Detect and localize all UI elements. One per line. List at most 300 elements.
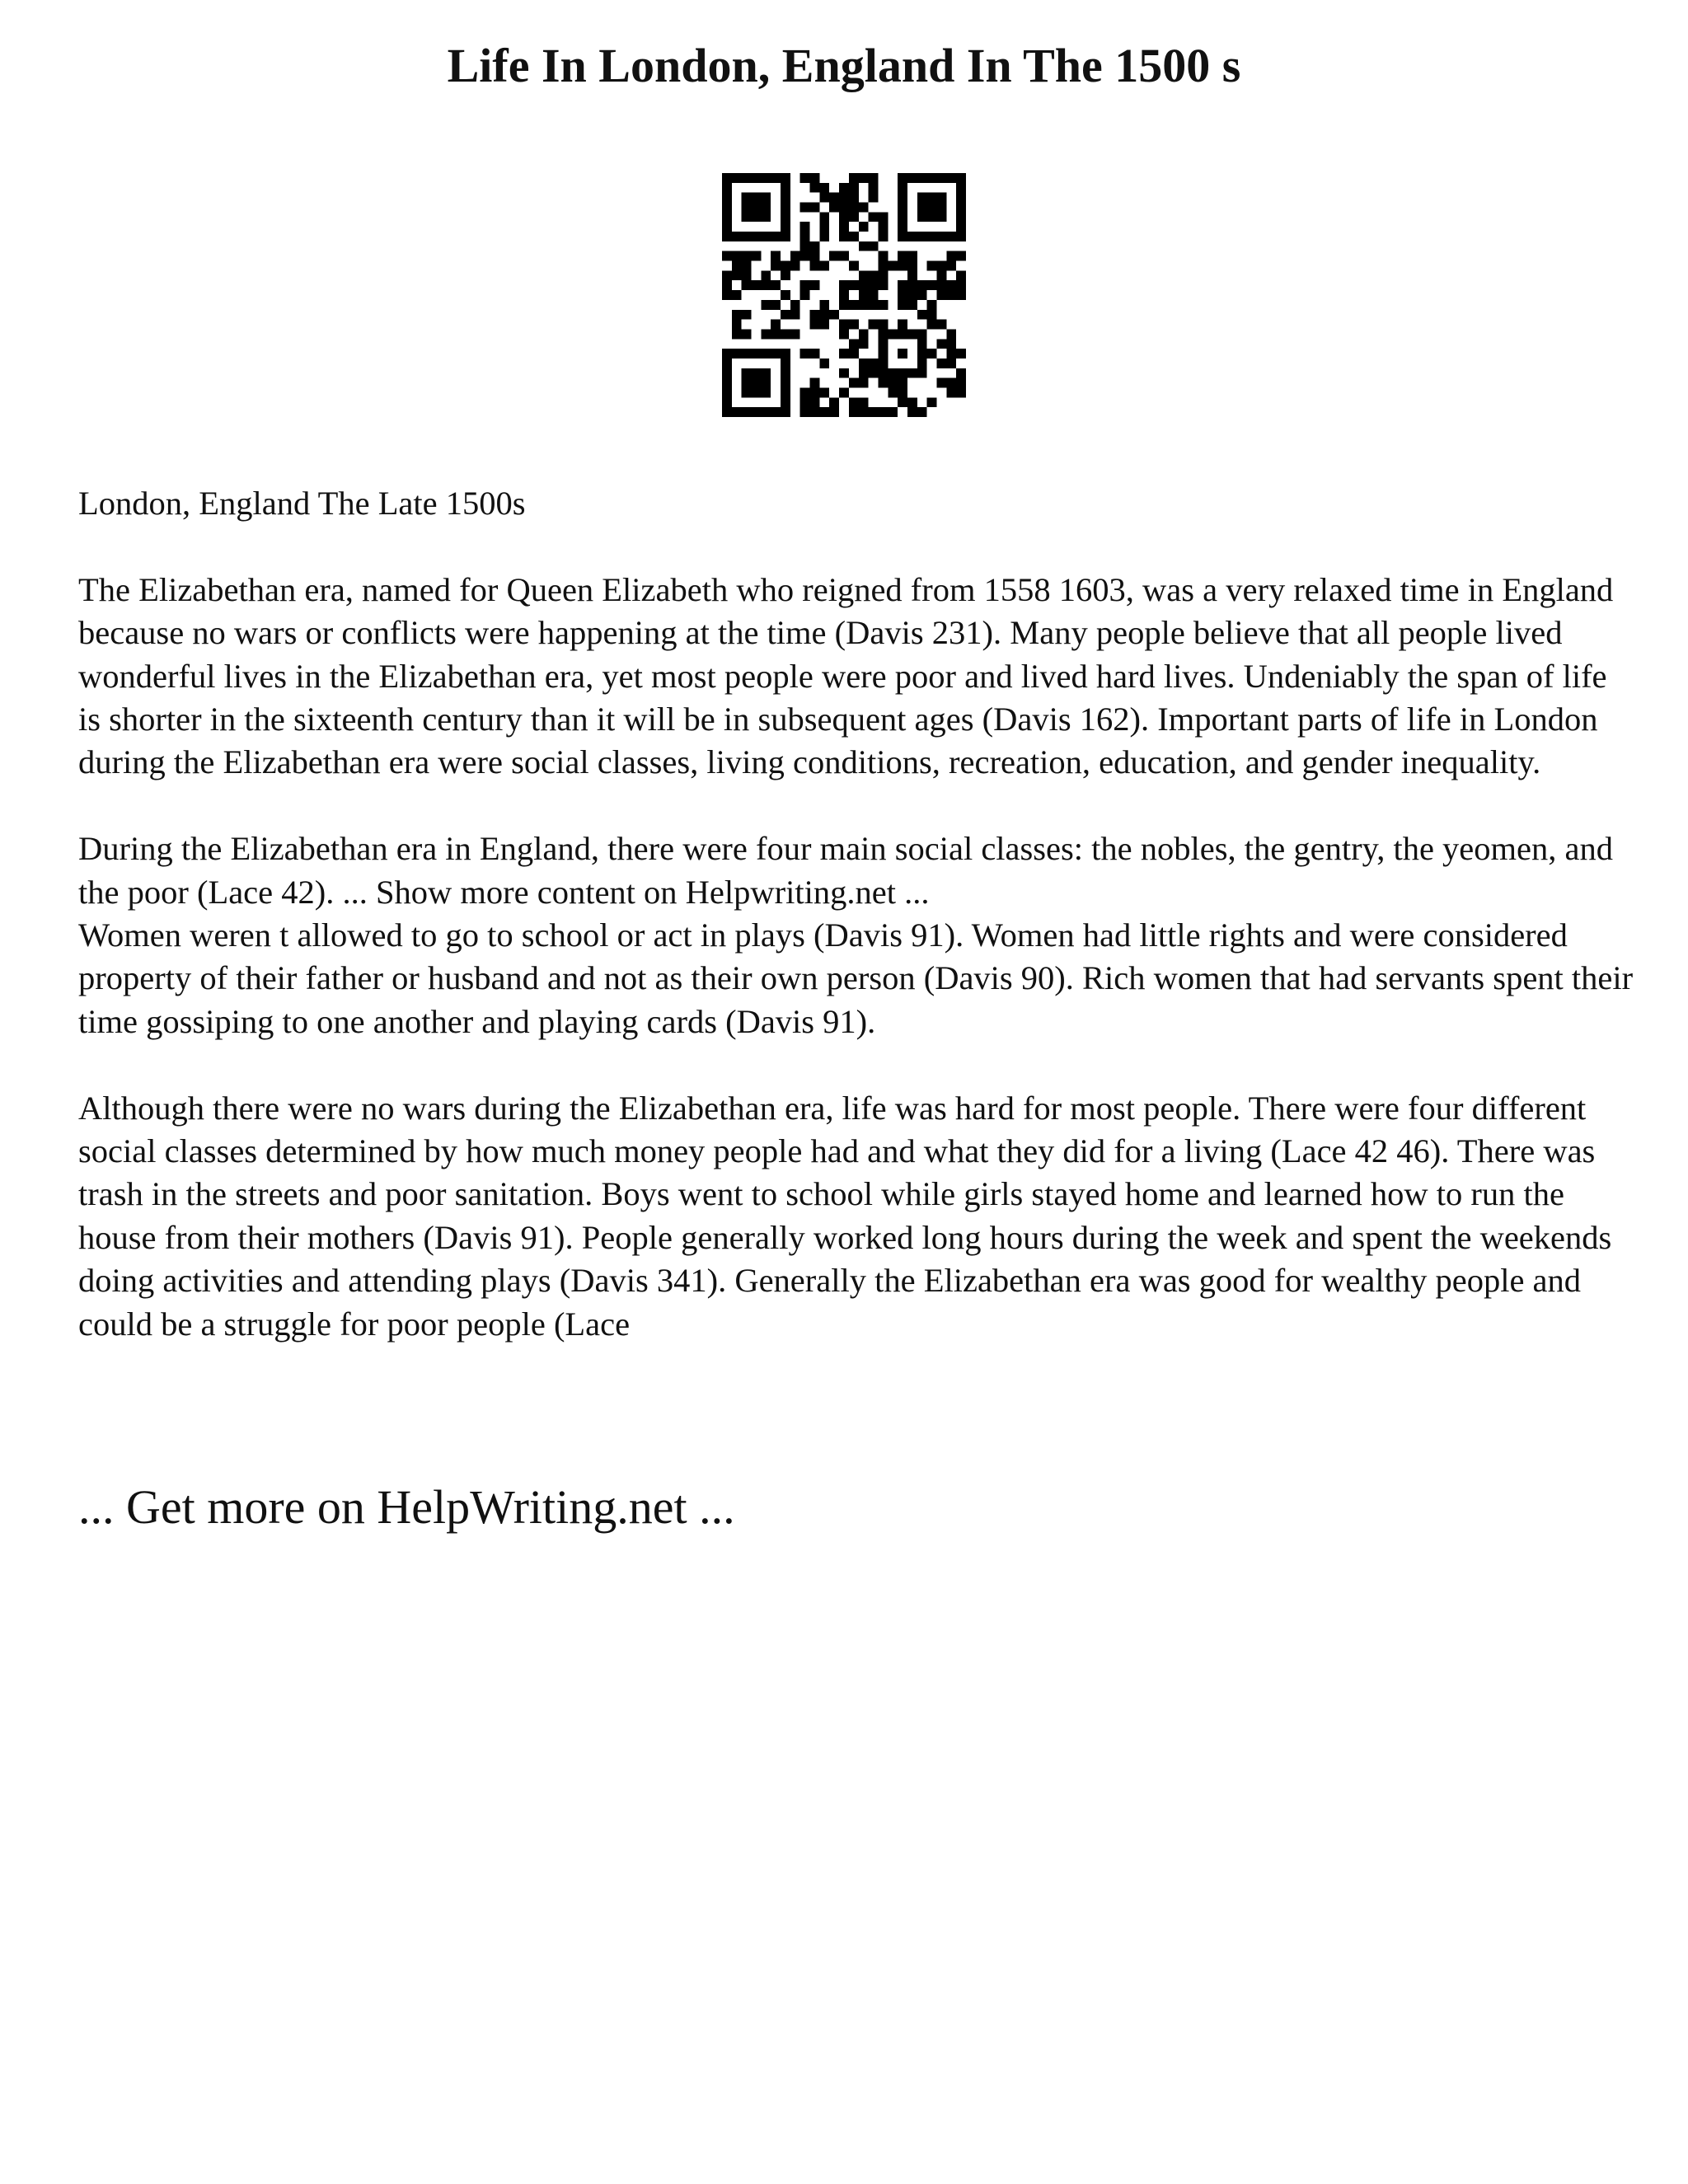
qr-module [781, 310, 790, 320]
qr-module [819, 193, 829, 203]
qr-module [781, 359, 790, 368]
qr-module [859, 329, 869, 339]
qr-module [800, 173, 810, 183]
qr-module [732, 251, 742, 261]
qr-module [752, 232, 762, 241]
qr-module [927, 310, 937, 320]
qr-module [869, 368, 879, 378]
subheading: London, England The Late 1500s [78, 485, 526, 522]
qr-module [859, 203, 869, 213]
qr-module [878, 280, 888, 290]
page-title: Life In London, England In The 1500 s [447, 39, 1241, 92]
qr-module [742, 378, 752, 388]
qr-module [917, 193, 927, 203]
qr-module [917, 359, 927, 368]
qr-module [869, 241, 879, 251]
qr-module [849, 339, 859, 349]
qr-module [898, 368, 907, 378]
qr-module [790, 261, 800, 271]
qr-module [829, 397, 839, 407]
paragraph-intro: The Elizabethan era, named for Queen Elizabeth who reigned from 1558 1603, was a very relaxed time in England because no wars or conflicts were happening at the time (Davis 231). Many people believe that all people lived wonderful lives in the Elizabethan era, yet most people were poor and lived hard lives. Undeniably the span of life is shorter in the sixteenth century than it will be in subsequent ages (Davis 162). Important parts of life in London during the Elizabethan era were social classes, living conditions, recreation, education, and gender inequality. [78, 570, 1614, 781]
qr-module [927, 203, 937, 213]
qr-module [927, 397, 937, 407]
qr-module [829, 407, 839, 417]
qr-module [819, 320, 829, 330]
qr-module [829, 193, 839, 203]
qr-module [742, 387, 752, 397]
qr-module [819, 300, 829, 310]
qr-module [878, 212, 888, 222]
qr-module [829, 251, 839, 261]
qr-module [752, 387, 762, 397]
qr-module [732, 270, 742, 280]
qr-module [878, 300, 888, 310]
qr-module [878, 359, 888, 368]
qr-module [761, 349, 771, 359]
qr-module [898, 212, 907, 222]
qr-module [800, 241, 810, 251]
qr-module [898, 232, 907, 241]
qr-module [849, 193, 859, 203]
qr-module [927, 349, 937, 359]
qr-module [888, 387, 898, 397]
qr-module [722, 173, 732, 183]
qr-module [859, 300, 869, 310]
qr-module [781, 407, 790, 417]
qr-module [761, 203, 771, 213]
qr-module [927, 173, 937, 183]
qr-module [722, 251, 732, 261]
qr-module [819, 212, 829, 222]
qr-module [869, 212, 879, 222]
qr-module [781, 232, 790, 241]
qr-module [752, 203, 762, 213]
qr-module [878, 251, 888, 261]
qr-module [859, 407, 869, 417]
qr-module [888, 378, 898, 388]
qr-module [907, 270, 917, 280]
qr-module [917, 203, 927, 213]
qr-module [722, 222, 732, 232]
qr-module [946, 290, 956, 300]
qr-module [946, 261, 956, 271]
qr-module [849, 232, 859, 241]
qr-module [742, 261, 752, 271]
qr-module [956, 280, 966, 290]
qr-module [722, 359, 732, 368]
qr-module [849, 183, 859, 193]
qr-module [946, 173, 956, 183]
qr-module [907, 280, 917, 290]
qr-module [878, 232, 888, 241]
qr-module [869, 173, 879, 183]
qr-module [732, 290, 742, 300]
qr-module [761, 407, 771, 417]
qr-module [752, 251, 762, 261]
qr-module [859, 378, 869, 388]
qr-module [898, 203, 907, 213]
qr-module [898, 290, 907, 300]
qr-module [956, 251, 966, 261]
qr-module [917, 349, 927, 359]
qr-module [849, 320, 859, 330]
qr-module [927, 280, 937, 290]
qr-module [869, 359, 879, 368]
qr-module [800, 407, 810, 417]
qr-module [917, 212, 927, 222]
qr-module [907, 173, 917, 183]
qr-module [956, 232, 966, 241]
qr-module [742, 310, 752, 320]
paragraph-women: Women weren t allowed to go to school or act in plays (Davis 91). Women had little rights and were considered property of their father or husband and not as their own person (Davis 90). Rich women that had servants spent their time gossiping to one another and playing cards (Davis 91). [78, 916, 1634, 1040]
qr-module [781, 203, 790, 213]
qr-module [859, 222, 869, 232]
qr-module [722, 290, 732, 300]
qr-module [869, 407, 879, 417]
qr-module [819, 232, 829, 241]
paragraph-social-classes [78, 827, 1636, 914]
qr-module [946, 339, 956, 349]
qr-module [781, 368, 790, 378]
qr-module [898, 397, 907, 407]
qr-module [781, 270, 790, 280]
qr-module [917, 290, 927, 300]
qr-module [732, 173, 742, 183]
qr-module [907, 368, 917, 378]
qr-module [810, 387, 820, 397]
qr-module [819, 407, 829, 417]
qr-module [800, 232, 810, 241]
qr-module [732, 329, 742, 339]
qr-module [722, 203, 732, 213]
qr-module [936, 203, 946, 213]
qr-module [732, 261, 742, 271]
qr-module [917, 368, 927, 378]
qr-module [888, 368, 898, 378]
qr-module [790, 300, 800, 310]
qr-module [742, 407, 752, 417]
qr-module [849, 173, 859, 183]
qr-module [917, 280, 927, 290]
qr-module [781, 290, 790, 300]
paragraph-social-classes-text: During the Elizabethan era in England, there were four main social classes: the nobles, the gentry, the yeomen, and the poor (Lace 42). [78, 830, 1613, 911]
qr-module [878, 222, 888, 232]
qr-module [732, 320, 742, 330]
qr-module [936, 280, 946, 290]
qr-module [771, 261, 781, 271]
qr-module [907, 290, 917, 300]
qr-module [888, 407, 898, 417]
qr-module [849, 349, 859, 359]
qr-module [761, 378, 771, 388]
paragraph-conclusion: Although there were no wars during the Elizabethan era, life was hard for most people. There were four different social classes determined by how much money people had and what they did for a living (Lace 42 46). There was trash in the streets and poor sanitation. Boys went to school while girls stayed home and learned how to run the house from their mothers (Davis 91). People generally worked long hours during the week and spent the weekends doing activities and attending plays (Davis 341). Generally the Elizabethan era was good for wealthy people and could be a struggle for poor people (Lace [78, 1089, 1612, 1343]
qr-module [781, 329, 790, 339]
qr-module [946, 387, 956, 397]
qr-module [800, 349, 810, 359]
qr-module [878, 378, 888, 388]
qr-module [771, 329, 781, 339]
qr-module [761, 193, 771, 203]
qr-module [722, 270, 732, 280]
qr-module [849, 407, 859, 417]
qr-module [849, 378, 859, 388]
qr-module [849, 397, 859, 407]
qr-module [956, 387, 966, 397]
qr-module [956, 378, 966, 388]
qr-module [878, 320, 888, 330]
qr-module [810, 349, 820, 359]
qr-module [859, 368, 869, 378]
qr-module [761, 329, 771, 339]
qr-module [849, 280, 859, 290]
qr-module [819, 261, 829, 271]
qr-module [927, 320, 937, 330]
qr-module [752, 368, 762, 378]
qr-module [878, 270, 888, 280]
qr-module [927, 300, 937, 310]
qr-module [771, 300, 781, 310]
qr-module [956, 183, 966, 193]
qr-module [819, 222, 829, 232]
qr-module [839, 280, 849, 290]
qr-module [936, 173, 946, 183]
qr-module [898, 280, 907, 290]
qr-module [722, 368, 732, 378]
article-body [78, 482, 1636, 1389]
qr-module [810, 251, 820, 261]
qr-module [956, 173, 966, 183]
qr-module [859, 173, 869, 183]
qr-module [859, 270, 869, 280]
qr-module [946, 329, 956, 339]
qr-module [839, 203, 849, 213]
qr-module [907, 329, 917, 339]
qr-module [917, 310, 927, 320]
qr-module [956, 193, 966, 203]
qr-module [829, 203, 839, 213]
qr-module [936, 339, 946, 349]
qr-module [752, 349, 762, 359]
qr-module [819, 359, 829, 368]
qr-module [936, 212, 946, 222]
qr-module [849, 261, 859, 271]
qr-module [917, 232, 927, 241]
qr-module [936, 359, 946, 368]
qr-module [936, 320, 946, 330]
qr-module [819, 387, 829, 397]
qr-module [732, 310, 742, 320]
qr-module [810, 378, 820, 388]
qr-module [927, 212, 937, 222]
qr-module [849, 300, 859, 310]
qr-module [917, 173, 927, 183]
qr-module [742, 349, 752, 359]
qr-module [742, 368, 752, 378]
qr-module [956, 212, 966, 222]
qr-module [839, 232, 849, 241]
qr-module [849, 203, 859, 213]
qr-module [946, 232, 956, 241]
qr-module [819, 183, 829, 193]
qr-module [761, 300, 771, 310]
qr-module [859, 241, 869, 251]
show-more-link[interactable]: ... Show more content on Helpwriting.net ... [342, 873, 930, 911]
qr-module [869, 300, 879, 310]
qr-module [781, 183, 790, 193]
qr-module [956, 349, 966, 359]
qr-module [800, 280, 810, 290]
qr-module [956, 270, 966, 280]
qr-module [839, 320, 849, 330]
qr-module [781, 222, 790, 232]
qr-module [917, 339, 927, 349]
qr-module [839, 329, 849, 339]
qr-module [800, 222, 810, 232]
qr-module [771, 349, 781, 359]
qr-module [917, 407, 927, 417]
qr-module [898, 387, 907, 397]
qr-module [829, 310, 839, 320]
qr-module [742, 212, 752, 222]
qr-module [839, 183, 849, 193]
qr-module [917, 329, 927, 339]
qr-module [898, 320, 907, 330]
qr-module [810, 310, 820, 320]
qr-module [907, 300, 917, 310]
qr-module [761, 368, 771, 378]
qr-module [781, 349, 790, 359]
qr-module [839, 251, 849, 261]
qr-module [898, 173, 907, 183]
qr-module [752, 212, 762, 222]
qr-module [742, 280, 752, 290]
qr-module [742, 193, 752, 203]
qr-module [761, 232, 771, 241]
qr-module [888, 261, 898, 271]
qr-module [771, 280, 781, 290]
qr-module [761, 173, 771, 183]
qr-module [859, 359, 869, 368]
qr-module [722, 212, 732, 222]
qr-module [888, 329, 898, 339]
qr-module [781, 261, 790, 271]
qr-module [800, 397, 810, 407]
qr-module [956, 368, 966, 378]
qr-module [742, 329, 752, 339]
qr-module [839, 387, 849, 397]
qr-module [752, 407, 762, 417]
qr-module [722, 349, 732, 359]
qr-module [869, 320, 879, 330]
qr-module [898, 183, 907, 193]
qr-module [722, 232, 732, 241]
qr-module [898, 251, 907, 261]
qr-module [752, 378, 762, 388]
qr-module [839, 300, 849, 310]
qr-module [907, 251, 917, 261]
qr-module [946, 359, 956, 368]
qr-module [936, 378, 946, 388]
qr-module [771, 173, 781, 183]
qr-module [810, 241, 820, 251]
qr-module [946, 280, 956, 290]
qr-module [869, 280, 879, 290]
qr-module [859, 397, 869, 407]
qr-module [722, 387, 732, 397]
qr-module [898, 329, 907, 339]
qr-module [752, 173, 762, 183]
qr-module [936, 290, 946, 300]
qr-module [859, 339, 869, 349]
qr-module [839, 368, 849, 378]
qr-module [761, 280, 771, 290]
qr-module [859, 280, 869, 290]
qr-module [936, 232, 946, 241]
qr-module [869, 183, 879, 193]
qr-module [907, 261, 917, 271]
qr-module [878, 368, 888, 378]
qr-module [946, 251, 956, 261]
qr-module [722, 280, 732, 290]
qr-module [898, 349, 907, 359]
qr-module [907, 397, 917, 407]
qr-module [810, 261, 820, 271]
qr-module [839, 193, 849, 203]
qr-module [781, 212, 790, 222]
qr-module [761, 212, 771, 222]
qr-module [927, 193, 937, 203]
qr-module [742, 173, 752, 183]
qr-module [761, 270, 771, 280]
qr-module [771, 407, 781, 417]
qr-code-icon [722, 173, 966, 417]
qr-module [936, 193, 946, 203]
qr-module [936, 270, 946, 280]
qr-module [907, 407, 917, 417]
qr-module [752, 280, 762, 290]
qr-module [800, 251, 810, 261]
qr-module [819, 310, 829, 320]
qr-module [878, 261, 888, 271]
qr-module [810, 280, 820, 290]
qr-module [956, 203, 966, 213]
qr-module [898, 222, 907, 232]
qr-module [790, 310, 800, 320]
qr-module [946, 378, 956, 388]
qr-module [869, 193, 879, 203]
qr-module [878, 339, 888, 349]
qr-module [800, 387, 810, 397]
qr-module [898, 300, 907, 310]
qr-module [810, 183, 820, 193]
qr-module [800, 290, 810, 300]
qr-module [956, 290, 966, 300]
qr-module [722, 378, 732, 388]
qr-module [946, 349, 956, 359]
qr-module [810, 320, 820, 330]
qr-module [781, 387, 790, 397]
qr-module [898, 193, 907, 203]
qr-module [839, 222, 849, 232]
qr-module [810, 407, 820, 417]
qr-module [936, 261, 946, 271]
qr-module [722, 193, 732, 203]
qr-module [790, 251, 800, 261]
qr-module [790, 329, 800, 339]
qr-module [878, 349, 888, 359]
qr-module [732, 349, 742, 359]
get-more-link[interactable]: ... Get more on HelpWriting.net ... [78, 1480, 735, 1534]
